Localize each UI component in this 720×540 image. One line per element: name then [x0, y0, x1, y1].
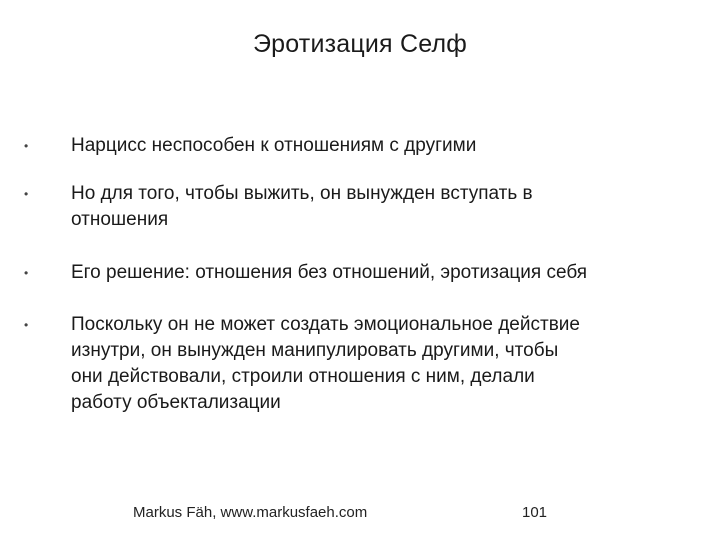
bullet-text: Поскольку он не может создать эмоциональное действие изнутри, он вынужден манипулировать другими, чтобы они действовали, строили отношения с ним, делали работу объектализации: [71, 314, 580, 413]
bullet-marker: •: [24, 318, 29, 332]
bullet-marker: •: [24, 139, 29, 153]
bullet-marker: •: [24, 187, 29, 201]
bullet-text: Его решение: отношения без отношений, эротизация себя: [71, 262, 588, 283]
bullet-text: Нарцисс неспособен к отношениям с другими: [71, 135, 477, 156]
bullet-text: Но для того, чтобы выжить, он вынужден вступать в отношения: [71, 183, 533, 230]
slide-title: Эротизация Селф: [252, 30, 468, 58]
page-number: 101: [522, 504, 548, 521]
bullet-marker: •: [24, 266, 29, 280]
footer-author: Markus Fäh, www.markusfaeh.com: [133, 504, 368, 521]
